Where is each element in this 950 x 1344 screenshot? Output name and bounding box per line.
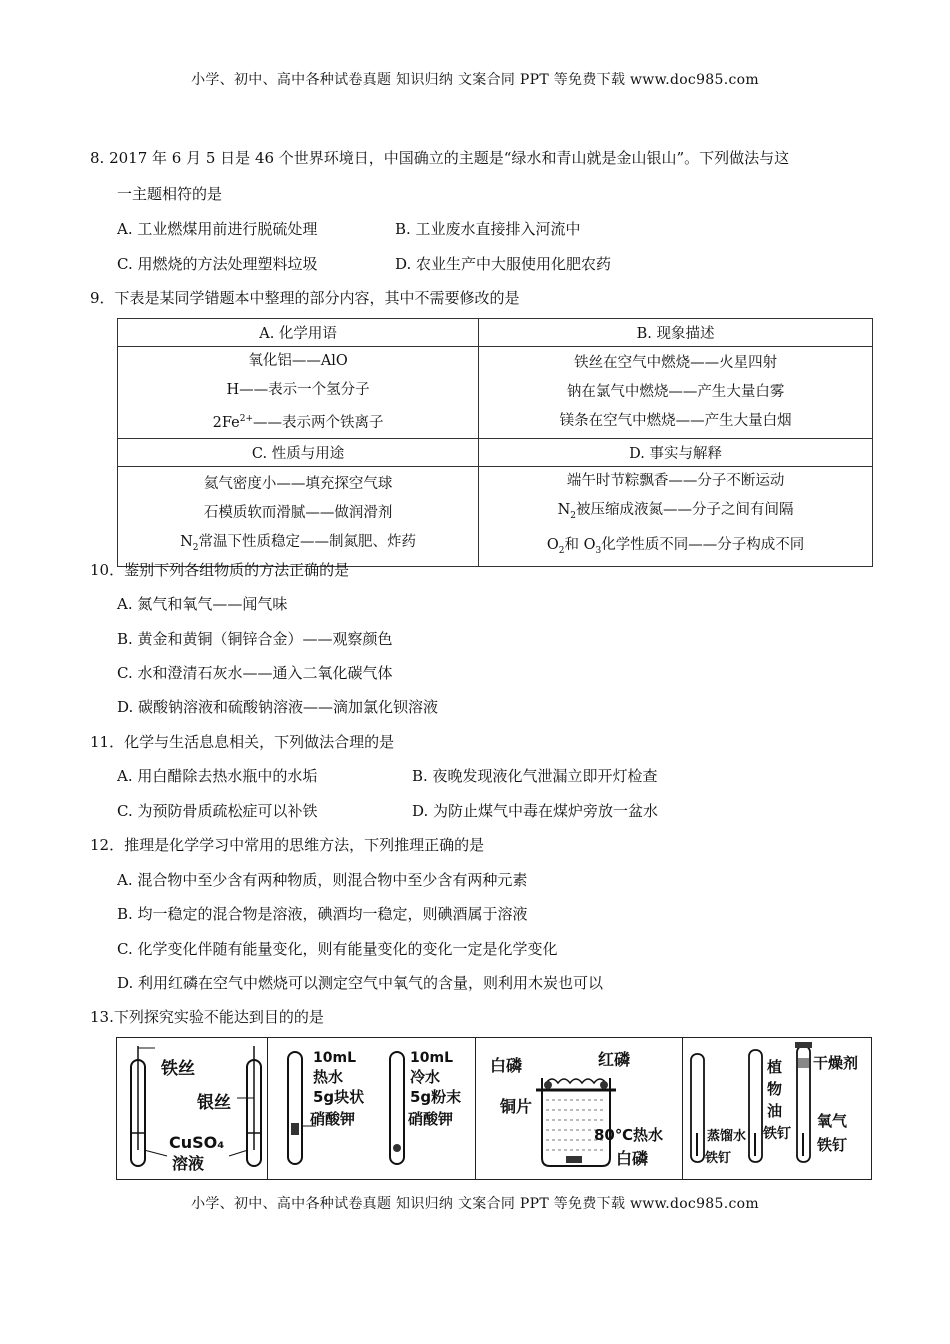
q13-figure-2 (268, 1038, 476, 1179)
q8-stem-line1: 8. 2017 年 6 月 5 日是 46 个世界环境日，中国确立的主题是“绿水和青山就是金山银山”。下列做法与这 (90, 149, 790, 167)
q8-option-b: B. 工业废水直接排入河流中 (395, 220, 581, 238)
q11-option-d: D. 为防止煤气中毒在煤炉旁放一盆水 (412, 802, 659, 820)
q8-option-c: C. 用燃烧的方法处理塑料垃圾 (117, 255, 318, 273)
q9-c-line3: $N_2$常温下性质稳定——制氮肥、炸药 (180, 533, 417, 553)
q10-option-c: C. 水和澄清石灰水——通入二氧化碳气体 (117, 664, 393, 682)
q9-c-line2: 石模质软而滑腻——做润滑剂 (203, 504, 393, 521)
q13-figure-2-drawing (268, 1038, 476, 1179)
q10-option-d: D. 碳酸钠溶液和硫酸钠溶液——滴加氯化钡溶液 (117, 698, 439, 716)
label-10ml-a: 10mL (313, 1050, 356, 1066)
q9-a-line2: H——表示一个氢分子 (226, 382, 370, 398)
q9-table (117, 318, 873, 567)
label-desiccant: 干燥剂 (813, 1054, 859, 1072)
q12-option-b: B. 均一稳定的混合物是溶液，碘酒均一稳定，则碘酒属于溶液 (117, 905, 528, 923)
label-nail-3: 铁钉 (817, 1136, 848, 1154)
q8-stem-line2: 一主题相符的是 (117, 185, 223, 203)
q12-option-a: A. 混合物中至少含有两种物质，则混合物中至少含有两种元素 (117, 871, 528, 889)
label-cold-water: 冷水 (410, 1068, 441, 1086)
q9-a-line3: $2Fe^{2+}——$表示两个铁离子 (212, 414, 384, 431)
q13-figure-1 (117, 1038, 268, 1179)
q13-figure-3 (476, 1038, 683, 1179)
label-10ml-b: 10mL (410, 1050, 453, 1066)
q13-figure-3-drawing (476, 1038, 683, 1179)
q11-option-c: C. 为预防骨质疏松症可以补铁 (117, 802, 318, 820)
label-kno3-a: 硝酸钾 (310, 1110, 356, 1128)
q9-b-line2: 钠在氯气中燃烧——产生大量白雾 (566, 383, 785, 400)
q9-stem: 9．下表是某同学错题本中整理的部分内容，其中不需要修改的是 (90, 289, 520, 307)
label-red-p: 红磷 (598, 1050, 631, 1069)
q9-d-content (479, 466, 873, 566)
q9-d-line3: $O_2$和 $O_3$化学性质不同——分子构成不同 (546, 536, 805, 556)
page-footer: 小学、初中、高中各种试卷真题 知识归纳 文案合同 PPT 等免费下载 www.doc985.com (191, 1196, 759, 1212)
label-oil: 油 (767, 1102, 783, 1120)
q9-c-line1: 氦气密度小——填充探空气球 (203, 475, 393, 492)
q10-option-b: B. 黄金和黄铜（铜锌合金）——观察颜色 (117, 630, 393, 648)
label-plant-1: 植 (767, 1058, 783, 1076)
q13-figure-4 (683, 1038, 871, 1179)
label-nail-2: 铁钉 (763, 1126, 791, 1142)
label-oxygen: 氧气 (817, 1112, 848, 1130)
q13-figure-strip (116, 1037, 872, 1180)
q9-b-content (479, 347, 873, 439)
label-plant-2: 物 (767, 1080, 783, 1098)
label-iron: 铁丝 (161, 1059, 195, 1079)
page-header: 小学、初中、高中各种试卷真题 知识归纳 文案合同 PPT 等免费下载 www.doc985.com (191, 72, 759, 88)
q11-option-b: B. 夜晚发现液化气泄漏立即开灯检查 (412, 767, 658, 785)
q9-a-content (118, 347, 479, 439)
q10-option-a: A. 氮气和氧气——闻气味 (117, 595, 288, 613)
label-cuso4: CuSO₄ (169, 1133, 225, 1152)
q12-option-c: C. 化学变化伴随有能量变化，则有能量变化的变化一定是化学变化 (117, 940, 558, 958)
label-silver: 银丝 (197, 1093, 231, 1113)
q9-c-content (118, 466, 479, 566)
q8-option-a: A. 工业燃煤用前进行脱硫处理 (117, 220, 318, 238)
q13-figure-1-drawing (117, 1038, 268, 1179)
q9-a-line1: 氧化铝——AlO (248, 353, 348, 369)
q11-stem: 11．化学与生活息息相关，下列做法合理的是 (90, 733, 395, 751)
q13-stem: 13.下列探究实验不能达到目的的是 (90, 1008, 324, 1026)
q9-d-title: D. 事实与解释 (479, 438, 873, 466)
label-kno3-b: 硝酸钾 (408, 1110, 454, 1128)
q12-stem: 12．推理是化学学习中常用的思维方法，下列推理正确的是 (90, 836, 485, 854)
label-80c-water: 80℃热水 (594, 1126, 664, 1144)
q9-d-line1: 端午时节粽飘香——分子不断运动 (566, 472, 785, 489)
q12-option-d: D. 利用红磷在空气中燃烧可以测定空气中氧气的含量，则利用木炭也可以 (117, 974, 604, 992)
q9-a-title: A. 化学用语 (118, 319, 479, 347)
q10-stem: 10．鉴别下列各组物质的方法正确的是 (90, 561, 350, 579)
q13-figure-4-drawing (683, 1038, 871, 1179)
label-5g-powder: 5g粉末 (410, 1088, 462, 1106)
label-distilled-water: 蒸馏水 (707, 1129, 747, 1144)
label-nail-1: 铁钉 (705, 1151, 732, 1166)
q11-option-a: A. 用白醋除去热水瓶中的水垢 (117, 767, 318, 785)
test-tube-hot (288, 1052, 302, 1164)
label-copper: 铜片 (500, 1097, 533, 1116)
q9-b-line1: 铁丝在空气中燃烧——火星四射 (574, 354, 778, 371)
label-white-p-top: 白磷 (490, 1056, 523, 1075)
label-white-p-bottom: 白磷 (616, 1149, 649, 1168)
label-solution: 溶液 (172, 1154, 205, 1173)
q9-c-title: C. 性质与用途 (118, 438, 479, 466)
label-5g-block: 5g块状 (313, 1088, 365, 1106)
q8-option-d: D. 农业生产中大服使用化肥农药 (395, 255, 612, 273)
q9-b-line3: 镁条在空气中燃烧——产生大量白烟 (559, 412, 792, 429)
q9-d-line2: $N_2$被压缩成液氮——分子之间有间隔 (557, 501, 794, 521)
q9-b-title: B. 现象描述 (479, 319, 873, 347)
label-hot-water: 热水 (313, 1068, 344, 1086)
